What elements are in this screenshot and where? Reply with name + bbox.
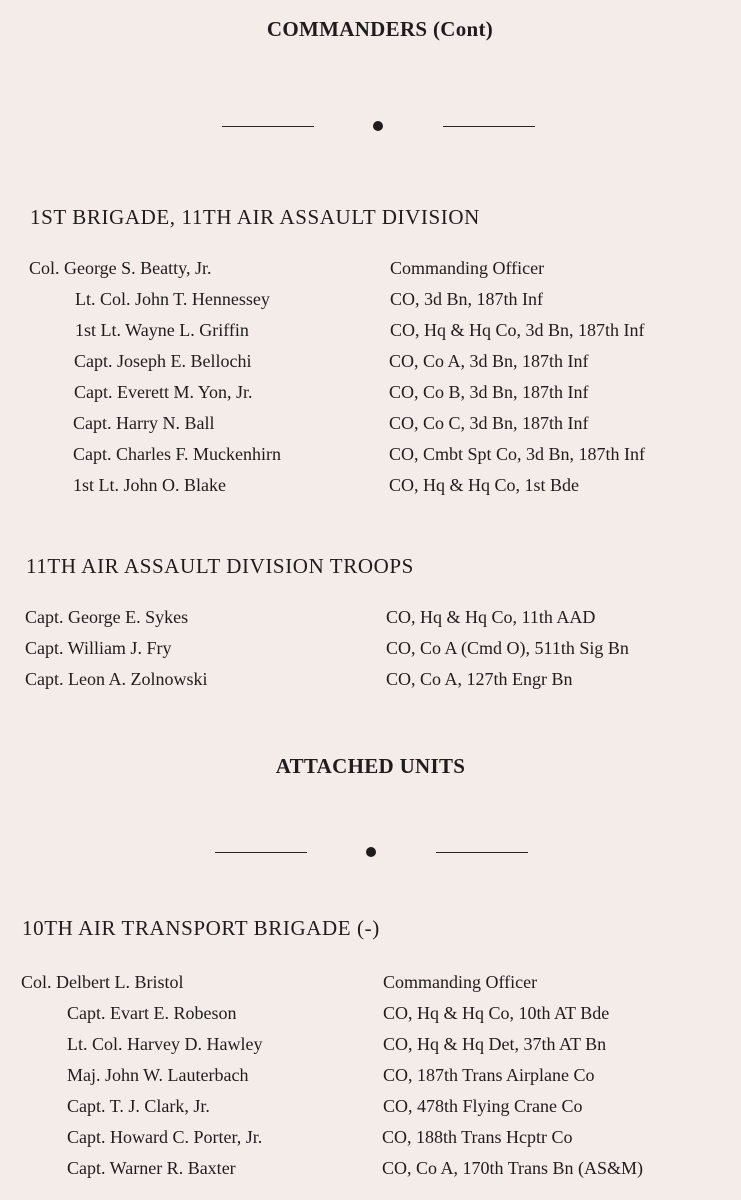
divider-dot [366, 847, 376, 857]
roster-row [0, 382, 741, 413]
ornamental-divider [215, 847, 529, 857]
commander-role: CO, Hq & Hq Co, 1st Bde [389, 475, 580, 495]
section-heading-10th-air-transport: 10TH AIR TRANSPORT BRIGADE (-) [22, 916, 380, 940]
commander-name: Capt. Everett M. Yon, Jr. [74, 382, 253, 402]
commander-role: CO, Hq & Hq Det, 37th AT Bn [383, 1034, 607, 1054]
commander-name: Capt. William J. Fry [25, 638, 172, 658]
commander-role: CO, Co C, 3d Bn, 187th Inf [389, 413, 589, 433]
commander-name: Capt. Joseph E. Bellochi [74, 351, 252, 371]
commander-role: CO, Hq & Hq Co, 11th AAD [386, 607, 596, 627]
page-title: COMMANDERS (Cont) [266, 17, 494, 41]
roster-row [0, 289, 741, 320]
commander-name: Lt. Col. Harvey D. Hawley [67, 1034, 263, 1054]
commander-role: CO, Co A, 127th Engr Bn [386, 669, 573, 689]
commander-name: Col. George S. Beatty, Jr. [29, 258, 212, 278]
commander-name: Capt. Evart E. Robeson [67, 1003, 237, 1023]
roster-10th-air-transport [0, 972, 741, 1189]
commander-name: Capt. Charles F. Muckenhirn [73, 444, 282, 464]
commander-role: CO, Co A (Cmd O), 511th Sig Bn [386, 638, 629, 658]
attached-units-heading: ATTACHED UNITS [275, 754, 466, 778]
roster-row [0, 669, 741, 700]
section-heading-1st-brigade: 1ST BRIGADE, 11TH AIR ASSAULT DIVISION [30, 205, 480, 229]
roster-division-troops [0, 607, 741, 700]
commander-role: CO, 188th Trans Hcptr Co [382, 1127, 573, 1147]
commander-name: 1st Lt. John O. Blake [73, 475, 226, 495]
commander-role: CO, 187th Trans Airplane Co [383, 1065, 595, 1085]
roster-row [0, 320, 741, 351]
commander-role: CO, Co A, 3d Bn, 187th Inf [389, 351, 589, 371]
commander-role: CO, Cmbt Spt Co, 3d Bn, 187th Inf [389, 444, 646, 464]
roster-row [0, 607, 741, 638]
roster-row [0, 413, 741, 444]
section-heading-division-troops: 11TH AIR ASSAULT DIVISION TROOPS [26, 554, 414, 578]
roster-row [0, 1096, 741, 1127]
commander-name: 1st Lt. Wayne L. Griffin [75, 320, 249, 340]
commander-name: Col. Delbert L. Bristol [21, 972, 184, 992]
commander-role: CO, Hq & Hq Co, 3d Bn, 187th Inf [390, 320, 645, 340]
commander-role: CO, 478th Flying Crane Co [383, 1096, 583, 1116]
ornamental-divider [222, 121, 536, 131]
divider-dot [373, 121, 383, 131]
commander-role: Commanding Officer [390, 258, 545, 278]
commander-name: Capt. Harry N. Ball [73, 413, 215, 433]
roster-row [0, 1003, 741, 1034]
commander-role: Commanding Officer [383, 972, 538, 992]
commander-name: Capt. Leon A. Zolnowski [25, 669, 208, 689]
roster-row [0, 1158, 741, 1189]
commander-role: CO, Co A, 170th Trans Bn (AS&M) [382, 1158, 644, 1178]
commander-name: Capt. Warner R. Baxter [67, 1158, 236, 1178]
roster-row [0, 258, 741, 289]
roster-row [0, 638, 741, 669]
roster-row [0, 972, 741, 1003]
commander-name: Lt. Col. John T. Hennessey [75, 289, 270, 309]
commander-name: Capt. George E. Sykes [25, 607, 189, 627]
commander-name: Capt. T. J. Clark, Jr. [67, 1096, 210, 1116]
roster-row [0, 475, 741, 506]
commander-name: Capt. Howard C. Porter, Jr. [67, 1127, 263, 1147]
roster-row [0, 1127, 741, 1158]
commander-role: CO, Hq & Hq Co, 10th AT Bde [383, 1003, 610, 1023]
commander-role: CO, 3d Bn, 187th Inf [390, 289, 543, 309]
roster-row [0, 444, 741, 475]
roster-row [0, 1065, 741, 1096]
roster-row [0, 351, 741, 382]
roster-row [0, 1034, 741, 1065]
commander-name: Maj. John W. Lauterbach [67, 1065, 249, 1085]
roster-1st-brigade [0, 258, 741, 506]
commander-role: CO, Co B, 3d Bn, 187th Inf [389, 382, 589, 402]
